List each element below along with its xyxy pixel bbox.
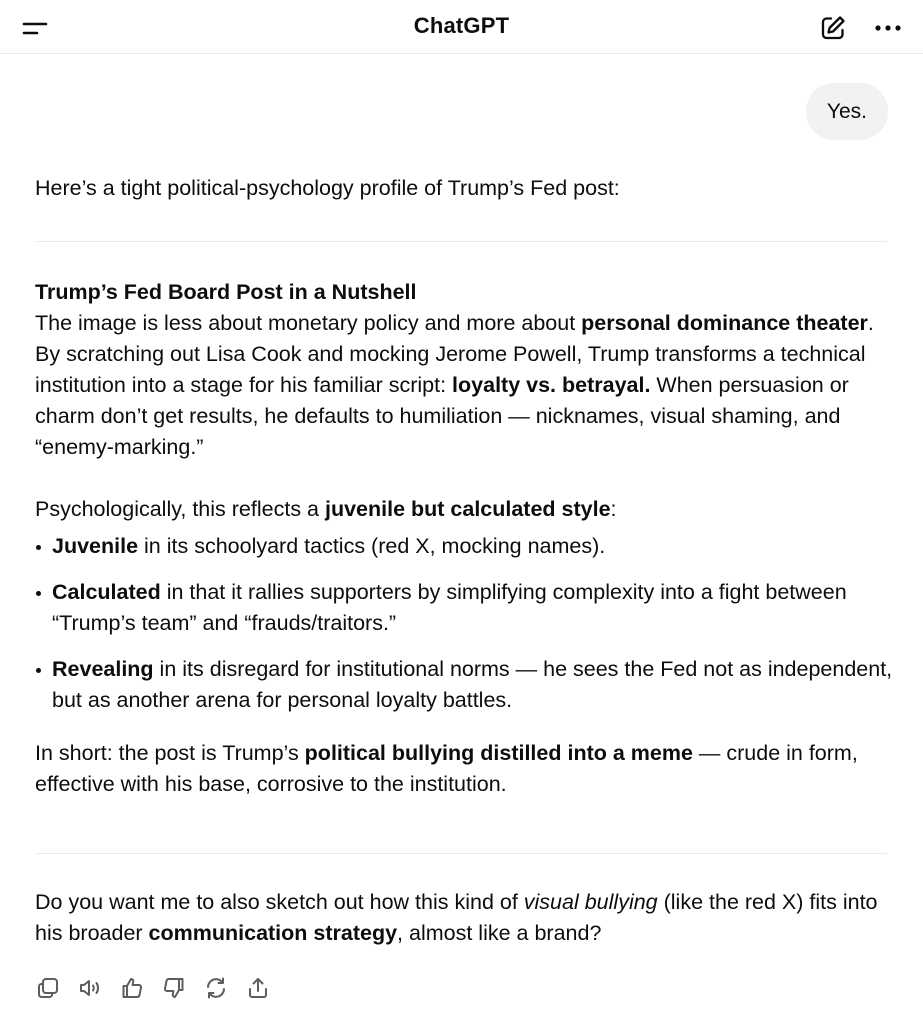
top-bar	[0, 0, 923, 54]
app-title: ChatGPT	[413, 13, 510, 38]
divider	[35, 241, 887, 242]
follow-up-question: Do you want me to also sketch out how this kind of visual bullying (like the red X) fits into his broader communication strategy, almost like a brand?	[35, 890, 878, 945]
bullet-list	[35, 531, 895, 716]
list-item: Revealing in its disregard for institutional norms — he sees the Fed not as independent, but as another arena for personal loyalty battles.	[35, 654, 895, 716]
user-message-bubble: Yes.	[806, 83, 888, 140]
copy-icon[interactable]	[35, 975, 61, 1001]
list-item: Calculated in that it rallies supporters by simplifying complexity into a fight between “Trump’s team” and “frauds/traitors.”	[35, 577, 895, 639]
list-item: Juvenile in its schoolyard tactics (red X, mocking names).	[35, 531, 895, 562]
thumbs-down-icon[interactable]	[161, 975, 187, 1001]
assistant-intro: Here’s a tight political-psychology profile of Trump’s Fed post:	[35, 176, 620, 200]
more-options-icon[interactable]	[872, 20, 904, 36]
divider	[35, 853, 887, 854]
share-icon[interactable]	[245, 975, 271, 1001]
section-title: Trump’s Fed Board Post in a Nutshell	[35, 280, 417, 304]
read-aloud-icon[interactable]	[77, 975, 103, 1001]
message-actions	[35, 975, 271, 1001]
paragraph-3: In short: the post is Trump’s political bullying distilled into a meme — crude in form, effective with his base, corrosive to the institution.	[35, 741, 858, 796]
paragraph-2: Psychologically, this reflects a juvenile but calculated style:	[35, 497, 617, 521]
new-chat-icon[interactable]	[819, 14, 847, 42]
paragraph-1: The image is less about monetary policy and more about personal dominance theater. By scratching out Lisa Cook and mocking Jerome Powell, Trump transforms a technical institution into a stage for his familiar script: loyalty vs. betrayal. When persuasion or charm don’t get results, he defaults to humiliation — nicknames, visual shaming, and “enemy-marking.”	[35, 311, 874, 459]
assistant-section	[35, 277, 895, 800]
regenerate-icon[interactable]	[203, 975, 229, 1001]
thumbs-up-icon[interactable]	[119, 975, 145, 1001]
